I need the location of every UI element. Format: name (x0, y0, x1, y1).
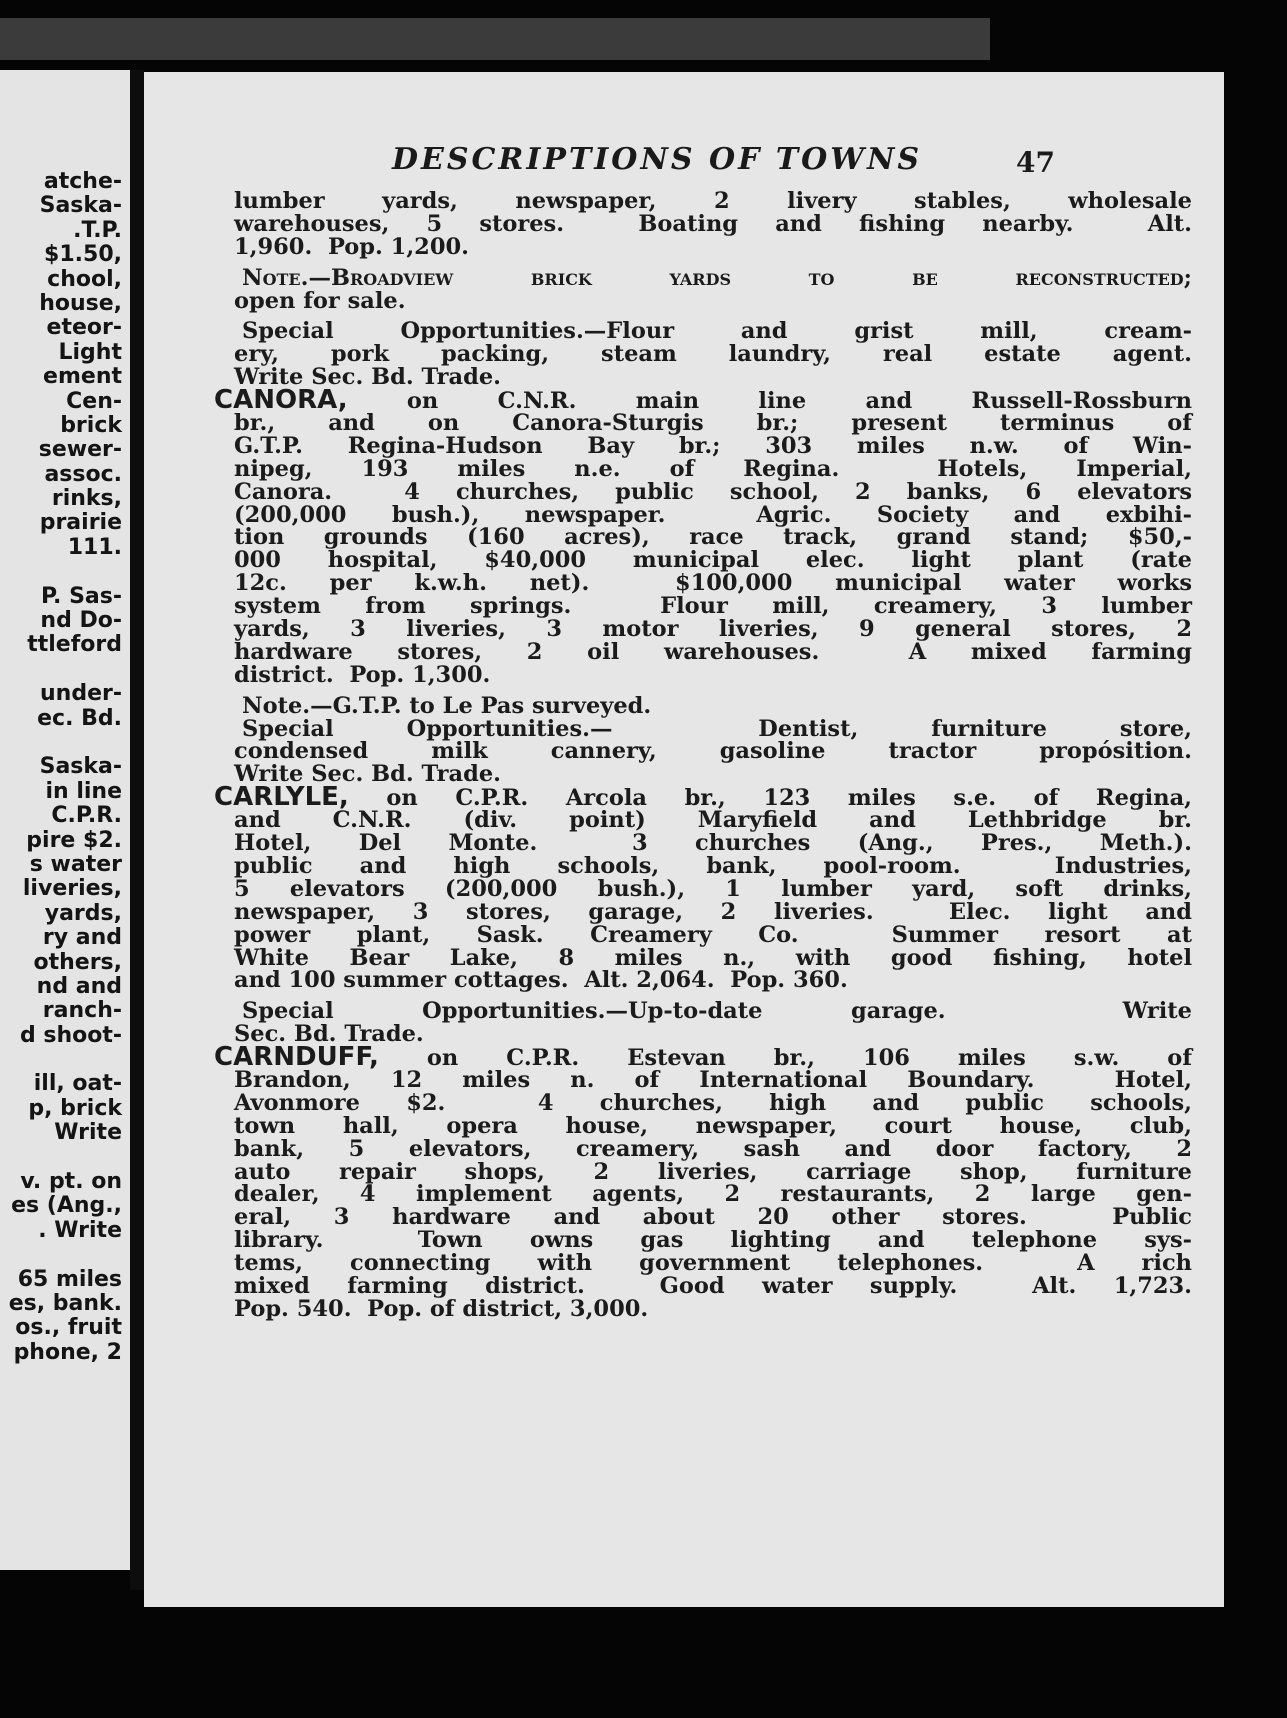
special-opportunities-line: Special Opportunities.— Dentist, furniture store, (242, 715, 1192, 742)
scan-top-band (0, 18, 990, 60)
text-line: newspaper, 3 stores, garage, 2 liveries. Elec. light and (234, 898, 1192, 925)
facing-page-line: 111. (67, 534, 122, 560)
facing-page-line: os., fruit (15, 1315, 122, 1341)
facing-page-line (0, 1243, 122, 1267)
facing-page-line: es (Ang., (11, 1193, 122, 1219)
text-line: mixed farming district. Good water supply. Alt. 1,723. (234, 1272, 1192, 1299)
text-line: condensed milk cannery, gasoline tractor propósition. (234, 738, 1192, 765)
facing-page-line: yards, (44, 900, 122, 926)
text-line: nipeg, 193 miles n.e. of Regina. Hotels, Imperial, (234, 455, 1192, 482)
text-line: Sec. Bd. Trade. (234, 1021, 424, 1048)
facing-page-line: p, brick (28, 1095, 122, 1121)
text-line: White Bear Lake, 8 miles n., with good fishing, hotel (234, 944, 1192, 971)
page-body (184, 190, 1192, 1321)
facing-page-line: assoc. (44, 461, 122, 487)
text-line: power plant, Sask. Creamery Co. Summer resort at (234, 921, 1192, 948)
facing-page-line: prairie (39, 510, 122, 536)
facing-page-line: v. pt. on (20, 1169, 122, 1195)
text-line: bank, 5 elevators, creamery, sash and door factory, 2 (234, 1135, 1192, 1162)
facing-page-line: sewer- (38, 437, 122, 463)
text-line: and C.N.R. (div. point) Maryfield and Lethbridge br. (234, 807, 1192, 834)
text-line: and 100 summer cottages. Alt. 2,064. Pop. 360. (234, 967, 848, 994)
facing-page-line: eteor- (46, 315, 122, 341)
scan-right-edge (1224, 70, 1287, 1630)
special-opportunities-line: Special Opportunities.—Flour and grist mill, cream- (242, 318, 1192, 345)
facing-page-line: 65 miles (17, 1266, 122, 1292)
text-line: district. Pop. 1,300. (234, 661, 491, 688)
facing-page-line: es, bank. (8, 1290, 122, 1316)
text-line: 5 elevators (200,000 bush.), 1 lumber yard, soft drinks, (234, 875, 1192, 902)
facing-page-line: in line (45, 778, 122, 804)
text-line: tems, connecting with government telephones. A rich (234, 1250, 1192, 1277)
text-line: Avonmore $2. 4 churches, high and public schools, (234, 1089, 1192, 1116)
facing-page-line: house, (39, 290, 122, 316)
town-name-carlyle: CARLYLE, (214, 782, 349, 813)
text-line: dealer, 4 implement agents, 2 restaurants, 2 large gen- (234, 1181, 1192, 1208)
facing-page-line: Cen- (66, 388, 122, 414)
facing-page-line: liveries, (22, 876, 122, 902)
facing-page-line: nd and (36, 973, 122, 999)
facing-page-line: ranch- (42, 998, 122, 1024)
facing-page-fragment (0, 70, 130, 1570)
text-line: auto repair shops, 2 liveries, carriage shop, furniture (234, 1158, 1192, 1185)
facing-page-line: d shoot- (19, 1022, 122, 1048)
facing-page-line: rinks, (51, 486, 122, 512)
text-line: warehouses, 5 stores. Boating and fishing nearby. Alt. (234, 210, 1192, 237)
facing-page-line (0, 731, 122, 755)
facing-page-line (0, 658, 122, 682)
town-name-carnduff: CARNDUFF, (214, 1042, 379, 1073)
text-line: ery, pork packing, steam laundry, real estate agent. (234, 341, 1192, 368)
text-line: public and high schools, bank, pool-room. Industries, (234, 852, 1192, 879)
entry-canora-first-line: CANORA, on C.N.R. main line and Russell-Rossburn (214, 385, 1192, 416)
text-line: eral, 3 hardware and about 20 other stores. Public (234, 1204, 1192, 1231)
facing-page-line: P. Sas- (40, 583, 122, 609)
facing-page-line: s water (29, 851, 122, 877)
running-head: DESCRIPTIONS OF TOWNS (392, 142, 923, 177)
text-line: G.T.P. Regina-Hudson Bay br.; 303 miles n.w. of Win- (234, 432, 1192, 459)
note-line: Note.—G.T.P. to Le Pas surveyed. (242, 692, 652, 719)
facing-page-line: Light (58, 339, 122, 365)
facing-page-line (0, 560, 122, 584)
facing-page-line: .T.P. (73, 217, 122, 243)
book-page (144, 72, 1224, 1607)
facing-page-line: pire $2. (26, 827, 122, 853)
facing-page-line: others, (33, 949, 122, 975)
facing-page-text (0, 170, 122, 1365)
text-line: Brandon, 12 miles n. of International Boundary. Hotel, (234, 1066, 1192, 1093)
page-number: 47 (1016, 146, 1055, 179)
text-line: system from springs. Flour mill, creamery, 3 lumber (234, 593, 1192, 620)
text-line: 1,960. Pop. 1,200. (234, 233, 469, 260)
special-opportunities-line: Special Opportunities.—Up-to-date garage. Write (242, 998, 1192, 1025)
facing-page-line: under- (40, 681, 122, 707)
facing-page-line: Saska- (39, 193, 122, 219)
facing-page-line: ttleford (27, 632, 122, 658)
text-line: br., and on Canora-Sturgis br.; present terminus of (234, 410, 1192, 437)
facing-page-line: phone, 2 (13, 1339, 122, 1365)
facing-page-line: nd Do- (40, 608, 122, 634)
text-line: open for sale. (234, 287, 406, 314)
text-line: 12c. per k.w.h. net). $100,000 municipal water works (234, 570, 1192, 597)
text-line: 000 hospital, $40,000 municipal elec. light plant (rate (234, 547, 1192, 574)
facing-page-line: ement (43, 364, 122, 390)
text-line: Write Sec. Bd. Trade. (234, 761, 501, 788)
page-gutter (130, 70, 144, 1590)
text-line: Write Sec. Bd. Trade. (234, 364, 501, 391)
facing-page-line: ill, oat- (33, 1071, 122, 1097)
facing-page-line: atche- (43, 169, 122, 194)
text-line: Pop. 540. Pop. of district, 3,000. (234, 1295, 649, 1322)
page-header (144, 142, 1224, 182)
text-line: (200,000 bush.), newspaper. Agric. Society and exbihi- (234, 501, 1192, 528)
facing-page-line: . Write (38, 1217, 122, 1243)
facing-page-line: $1.50, (44, 242, 122, 268)
entry-carlyle-first-line: CARLYLE, on C.P.R. Arcola br., 123 miles s.e. of Regina, (214, 782, 1192, 813)
text-line: hardware stores, 2 oil warehouses. A mixed farming (234, 638, 1192, 665)
facing-page-line: Saska- (39, 754, 122, 780)
entry-carnduff-first-line: CARNDUFF, on C.P.R. Estevan br., 106 miles s.w. of (214, 1042, 1192, 1073)
text-line: lumber yards, newspaper, 2 livery stables, wholesale (234, 188, 1192, 214)
note-line: Note.—Broadview brick yards to be reconstructed; (242, 264, 1192, 291)
text-line: town hall, opera house, newspaper, court house, club, (234, 1112, 1192, 1139)
facing-page-line (0, 1048, 122, 1072)
facing-page-line: C.P.R. (51, 803, 122, 829)
town-name-canora: CANORA, (214, 385, 348, 416)
text-line: yards, 3 liveries, 3 motor liveries, 9 general stores, 2 (234, 616, 1192, 643)
facing-page-line: brick (60, 412, 122, 438)
facing-page-line: ry and (42, 925, 122, 951)
text-line: tion grounds (160 acres), race track, grand stand; $50,- (234, 524, 1192, 551)
facing-page-line: chool, (47, 266, 122, 292)
facing-page-line: Write (54, 1120, 122, 1146)
text-line: library. Town owns gas lighting and telephone sys- (234, 1227, 1192, 1254)
facing-page-line: ec. Bd. (37, 705, 122, 731)
text-line: Canora. 4 churches, public school, 2 banks, 6 elevators (234, 478, 1192, 505)
facing-page-line (0, 1146, 122, 1170)
text-line: Hotel, Del Monte. 3 churches (Ang., Pres., Meth.). (234, 830, 1192, 857)
